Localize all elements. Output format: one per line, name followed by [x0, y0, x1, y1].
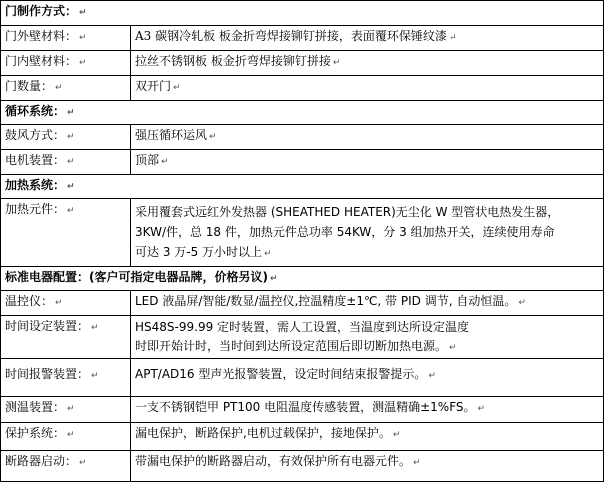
row-value: APT/AD16 型声光报警装置，设定时间结束报警提示。 ↵ — [135, 367, 436, 381]
row-label: 保护系统： ↵ — [1, 423, 131, 450]
row-value — [131, 316, 603, 358]
table-row — [1, 397, 603, 423]
value-line: 采用覆套式远红外发热器 (SHEATHED HEATER)无尘化 W 型管状电热发生器， — [135, 205, 560, 219]
row-label: 温控仪： ↵ — [1, 291, 131, 315]
row-value: 强压循环运风 ↵ — [135, 128, 217, 142]
table-row — [1, 199, 603, 267]
table-row — [1, 316, 603, 359]
row-value: 带漏电保护的断路器启动，有效保护所有电器元件。 ↵ — [135, 454, 421, 468]
section-title: 循环系统： ↵ — [5, 104, 75, 118]
row-value: 漏电保护，断路保护,电机过载保护，接地保护。 ↵ — [135, 426, 401, 440]
value-line: 时即开始计时，当时间到达所设定范围后即切断加热电源。 ↵ — [135, 339, 457, 353]
table-row — [1, 451, 603, 481]
section-title: 门制作方式： ↵ — [5, 4, 87, 18]
table-row — [1, 26, 603, 51]
row-label: 门外壁材料： ↵ — [1, 26, 131, 50]
section-row-circulation — [1, 101, 603, 125]
row-value: 一支不锈钢铠甲 PT100 电阻温度传感装置，测温精确±1%FS。 ↵ — [135, 400, 486, 414]
row-label: 门内壁材料： ↵ — [1, 51, 131, 75]
table-row — [1, 359, 603, 397]
row-label: 断路器启动： ↵ — [1, 451, 131, 481]
row-label: 电机装置： ↵ — [1, 150, 131, 174]
value-line: 可达 3 万-5 万小时以上 ↵ — [135, 245, 272, 259]
value-line: HS48S-99.99 定时装置，需人工设置，当温度到达所设定温度 — [135, 320, 470, 334]
table-row — [1, 150, 603, 175]
table-row — [1, 125, 603, 150]
table-row — [1, 291, 603, 316]
row-value: A3 碳钢冷轧板 板金折弯焊接铆钉拼接，表面覆环保锤纹漆 ↵ — [135, 29, 457, 43]
row-label: 时间报警装置： ↵ — [1, 359, 131, 396]
row-label: 鼓风方式： ↵ — [1, 125, 131, 149]
row-label: 门数量： ↵ — [1, 76, 131, 100]
section-row-heating — [1, 175, 603, 199]
section-title: 标准电器配置：(客户可指定电器品牌，价格另议) ↵ — [5, 270, 278, 284]
row-value: 双开门 ↵ — [135, 79, 181, 93]
row-label: 时间设定装置： ↵ — [1, 316, 131, 358]
row-label: 加热元件： ↵ — [1, 199, 131, 266]
table-row — [1, 51, 603, 76]
row-value: LED 液晶屏/智能/数显/温控仪,控温精度±1℃, 带 PID 调节, 自动恒温。 ↵ — [135, 294, 526, 308]
section-row-door — [1, 1, 603, 26]
row-value — [131, 199, 603, 266]
row-value: 拉丝不锈钢板 板金折弯焊接铆钉拼接 ↵ — [135, 54, 341, 68]
section-row-electrical — [1, 267, 603, 291]
row-value: 顶部 ↵ — [135, 153, 169, 167]
table-row — [1, 423, 603, 451]
table-row — [1, 76, 603, 101]
section-title: 加热系统： ↵ — [5, 178, 75, 192]
value-line: 3KW/件，总 18 件，加热元件总功率 54KW，分 3 组加热开关，连续使用寿命 — [135, 225, 555, 239]
row-label: 测温装置： ↵ — [1, 397, 131, 422]
